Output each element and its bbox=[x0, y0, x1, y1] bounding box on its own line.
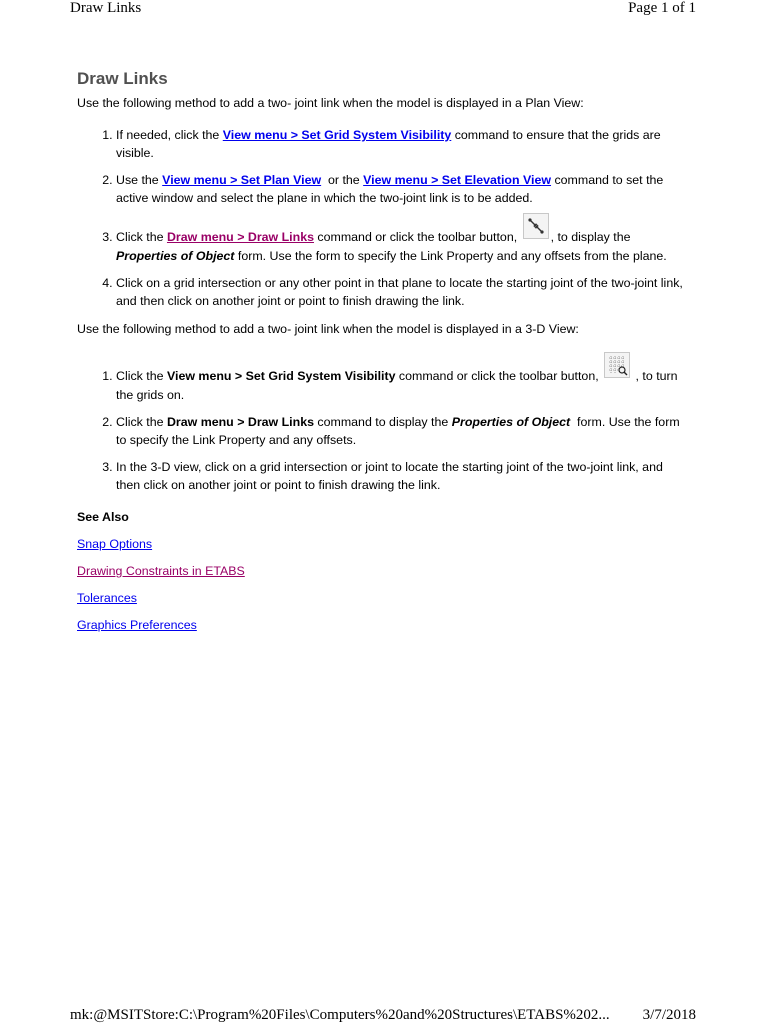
print-footer-url: mk:@MSITStore:C:\Program%20Files\Computers%20and%20Structures\ETABS%202... bbox=[70, 1007, 610, 1023]
grid-visibility-link[interactable]: View menu > Set Grid System Visibility bbox=[222, 128, 452, 142]
intro-3d-view: Use the following method to add a two- joint link when the model is displayed in a 3-D View: bbox=[77, 322, 579, 336]
draw-link-icon[interactable] bbox=[523, 213, 549, 239]
three-d-view-steps bbox=[77, 360, 687, 494]
plan-step-3: 3. Click the Draw menu > Draw Links command or click the toolbar button, , to display the Properties of Object form. Use the form to specify the Link Property and any offsets from the plane. bbox=[116, 221, 687, 265]
grid-visibility-icon[interactable] bbox=[604, 352, 630, 378]
properties-of-object-label-3d: Properties of Object bbox=[451, 415, 571, 429]
snap-options-link[interactable]: Snap Options bbox=[77, 537, 153, 551]
plan-step-1: 1. If needed, click the View menu > Set Grid System Visibility command to ensure that the grids are visible. bbox=[116, 126, 687, 162]
plan-step-4: 4. Click on a grid intersection or any other point in that plane to locate the starting joint of the two-joint link, and then click on another joint or point to finish drawing the link. bbox=[116, 274, 687, 310]
print-footer-date: 3/7/2018 bbox=[642, 1007, 696, 1023]
plan-view-steps bbox=[77, 126, 687, 310]
set-elevation-view-link[interactable]: View menu > Set Elevation View bbox=[363, 173, 552, 187]
grid-visibility-command: View menu > Set Grid System Visibility bbox=[166, 369, 396, 383]
graphics-preferences-link[interactable]: Graphics Preferences bbox=[77, 618, 197, 632]
print-header-page: Page 1 of 1 bbox=[628, 0, 696, 16]
three-d-step-2: 2. Click the Draw menu > Draw Links command to display the Properties of Object form. Use the form to specify the Link Property and any offsets. bbox=[116, 413, 687, 449]
drawing-constraints-link[interactable]: Drawing Constraints in ETABS bbox=[77, 564, 245, 578]
see-also-heading: See Also bbox=[77, 510, 129, 524]
print-header-title: Draw Links bbox=[70, 0, 142, 16]
properties-of-object-label: Properties of Object bbox=[116, 249, 235, 263]
three-d-step-1: 1. Click the View menu > Set Grid System Visibility command or click the toolbar button, , to turn the grids on. bbox=[116, 360, 687, 404]
draw-links-link[interactable]: Draw menu > Draw Links bbox=[166, 230, 314, 244]
draw-links-command: Draw menu > Draw Links bbox=[166, 415, 314, 429]
set-plan-view-link[interactable]: View menu > Set Plan View bbox=[162, 173, 322, 187]
intro-plan-view: Use the following method to add a two- joint link when the model is displayed in a Plan View: bbox=[77, 96, 584, 110]
page-title: Draw Links bbox=[77, 69, 168, 88]
plan-step-2: 2. Use the View menu > Set Plan View or the View menu > Set Elevation View command to set the active window and select the plane in which the two-joint link is to be added. bbox=[116, 171, 687, 207]
three-d-step-3: 3. In the 3-D view, click on a grid intersection or joint to locate the starting joint of the two-joint link, and then click on another joint or point to finish drawing the link. bbox=[116, 458, 687, 494]
help-content bbox=[77, 70, 687, 643]
tolerances-link[interactable]: Tolerances bbox=[77, 591, 137, 605]
see-also-list bbox=[77, 535, 687, 634]
